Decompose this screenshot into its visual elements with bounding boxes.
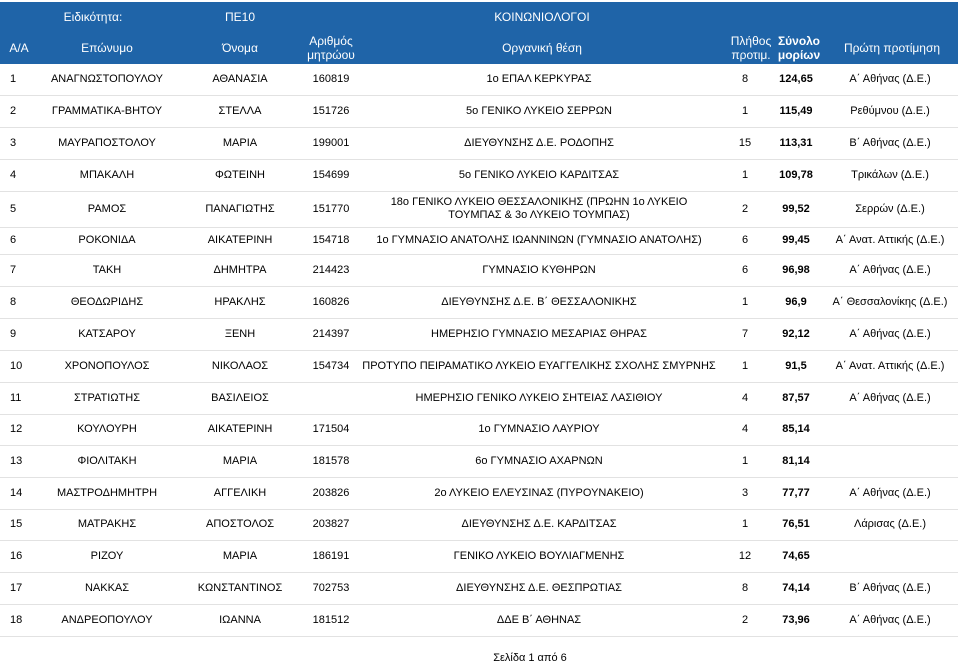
cell-index: 13 [0, 445, 38, 477]
col-header-points: Σύνολο μορίων [777, 34, 821, 62]
cell-points: 87,57 [770, 382, 822, 414]
cell-first-pref: Ρεθύμνου (Δ.Ε.) [822, 95, 958, 127]
cell-position: ΓΥΜΝΑΣΙΟ ΚΥΘΗΡΩΝ [358, 254, 720, 286]
cell-registry: 171504 [304, 414, 358, 445]
cell-registry [304, 382, 358, 414]
cell-first-pref: Α΄ Αθήνας (Δ.Ε.) [822, 477, 958, 509]
table-row [0, 227, 958, 254]
cell-surname: ΜΠΑΚΑΛΗ [38, 159, 176, 191]
cell-first-pref: Τρικάλων (Δ.Ε.) [822, 159, 958, 191]
cell-position: 18ο ΓΕΝΙΚΟ ΛΥΚΕΙΟ ΘΕΣΣΑΛΟΝΙΚΗΣ (ΠΡΩΗΝ 1ο ΛΥΚΕΙΟ ΤΟΥΜΠΑΣ & 3ο ΛΥΚΕΙΟ ΤΟΥΜΠΑΣ) [358, 191, 720, 227]
cell-name: ΗΡΑΚΛΗΣ [176, 286, 304, 318]
cell-name: ΜΑΡΙΑ [176, 127, 304, 159]
cell-registry: 151770 [304, 191, 358, 227]
cell-surname: ΓΡΑΜΜΑΤΙΚΑ-ΒΗΤΟΥ [38, 95, 176, 127]
cell-first-pref: Λάρισας (Δ.Ε.) [822, 509, 958, 540]
column-header-row [0, 32, 958, 64]
table-row [0, 286, 958, 318]
cell-surname: ΑΝΑΓΝΩΣΤΟΠΟΥΛΟΥ [38, 64, 176, 95]
cell-first-pref: Α΄ Αθήνας (Δ.Ε.) [822, 382, 958, 414]
cell-surname: ΧΡΟΝΟΠΟΥΛΟΣ [38, 350, 176, 382]
cell-registry: 199001 [304, 127, 358, 159]
cell-surname: ΣΤΡΑΤΙΩΤΗΣ [38, 382, 176, 414]
cell-name: ΝΙΚΟΛΑΟΣ [176, 350, 304, 382]
table-row [0, 540, 958, 572]
cell-surname: ΦΙΟΛΙΤΑΚΗ [38, 445, 176, 477]
cell-registry: 160826 [304, 286, 358, 318]
cell-index: 7 [0, 254, 38, 286]
cell-name: ΙΩΑΝΝΑ [176, 604, 304, 636]
cell-registry: 154718 [304, 227, 358, 254]
table-row [0, 350, 958, 382]
cell-count: 6 [720, 227, 770, 254]
cell-first-pref [822, 540, 958, 572]
cell-registry: 151726 [304, 95, 358, 127]
cell-first-pref: Α΄ Αθήνας (Δ.Ε.) [822, 604, 958, 636]
cell-points: 92,12 [770, 318, 822, 350]
table-row [0, 159, 958, 191]
cell-count: 15 [720, 127, 770, 159]
cell-count: 4 [720, 382, 770, 414]
cell-surname: ΤΑΚΗ [38, 254, 176, 286]
cell-points: 77,77 [770, 477, 822, 509]
cell-surname: ΡΟΚΟΝΙΔΑ [38, 227, 176, 254]
table-row [0, 191, 958, 227]
cell-index: 18 [0, 604, 38, 636]
cell-index: 15 [0, 509, 38, 540]
cell-points: 99,45 [770, 227, 822, 254]
cell-index: 5 [0, 191, 38, 227]
table-row [0, 509, 958, 540]
cell-index: 14 [0, 477, 38, 509]
cell-registry: 154699 [304, 159, 358, 191]
table-row [0, 604, 958, 636]
cell-position: 5ο ΓΕΝΙΚΟ ΛΥΚΕΙΟ ΚΑΡΔΙΤΣΑΣ [358, 159, 720, 191]
cell-first-pref: Β΄ Αθήνας (Δ.Ε.) [822, 572, 958, 604]
cell-surname: ΚΟΥΛΟΥΡΗ [38, 414, 176, 445]
cell-surname: ΜΑΤΡΑΚΗΣ [38, 509, 176, 540]
cell-count: 1 [720, 445, 770, 477]
cell-surname: ΑΝΔΡΕΟΠΟΥΛΟΥ [38, 604, 176, 636]
cell-count: 2 [720, 604, 770, 636]
cell-index: 11 [0, 382, 38, 414]
cell-surname: ΘΕΟΔΩΡΙΔΗΣ [38, 286, 176, 318]
cell-index: 6 [0, 227, 38, 254]
col-header-position: Οργανική θέση [502, 41, 582, 55]
cell-position: 1ο ΕΠΑΛ ΚΕΡΚΥΡΑΣ [358, 64, 720, 95]
cell-points: 91,5 [770, 350, 822, 382]
specialty-row [0, 2, 958, 32]
cell-count: 7 [720, 318, 770, 350]
table-row [0, 64, 958, 95]
cell-name: ΞΕΝΗ [176, 318, 304, 350]
cell-surname: ΝΑΚΚΑΣ [38, 572, 176, 604]
table-row [0, 382, 958, 414]
cell-name: ΒΑΣΙΛΕΙΟΣ [176, 382, 304, 414]
col-header-surname: Επώνυμο [81, 41, 133, 55]
cell-position: ΔΔΕ Β΄ ΑΘΗΝΑΣ [358, 604, 720, 636]
cell-points: 76,51 [770, 509, 822, 540]
cell-count: 1 [720, 286, 770, 318]
cell-first-pref: Α΄ Αθήνας (Δ.Ε.) [822, 318, 958, 350]
cell-points: 124,65 [770, 64, 822, 95]
cell-index: 9 [0, 318, 38, 350]
cell-position: ΓΕΝΙΚΟ ΛΥΚΕΙΟ ΒΟΥΛΙΑΓΜΕΝΗΣ [358, 540, 720, 572]
cell-index: 10 [0, 350, 38, 382]
cell-registry: 186191 [304, 540, 358, 572]
col-header-name: Όνομα [222, 41, 258, 55]
cell-registry: 160819 [304, 64, 358, 95]
cell-position: 2ο ΛΥΚΕΙΟ ΕΛΕΥΣΙΝΑΣ (ΠΥΡΟΥΝΑΚΕΙΟ) [358, 477, 720, 509]
cell-registry: 154734 [304, 350, 358, 382]
cell-points: 73,96 [770, 604, 822, 636]
cell-position: ΔΙΕΥΘΥΝΣΗΣ Δ.Ε. ΚΑΡΔΙΤΣΑΣ [358, 509, 720, 540]
cell-position: 5ο ΓΕΝΙΚΟ ΛΥΚΕΙΟ ΣΕΡΡΩΝ [358, 95, 720, 127]
cell-points: 115,49 [770, 95, 822, 127]
cell-name: ΜΑΡΙΑ [176, 445, 304, 477]
col-header-first-pref: Πρώτη προτίμηση [843, 41, 941, 55]
cell-count: 1 [720, 509, 770, 540]
cell-first-pref: Α΄ Αθήνας (Δ.Ε.) [822, 64, 958, 95]
cell-count: 12 [720, 540, 770, 572]
col-header-registry: Αριθμός μητρώου [307, 34, 355, 62]
table-row [0, 414, 958, 445]
cell-registry: 181512 [304, 604, 358, 636]
cell-surname: ΡΙΖΟΥ [38, 540, 176, 572]
cell-count: 1 [720, 159, 770, 191]
cell-position: ΔΙΕΥΘΥΝΣΗΣ Δ.Ε. Β΄ ΘΕΣΣΑΛΟΝΙΚΗΣ [358, 286, 720, 318]
cell-count: 8 [720, 64, 770, 95]
cell-position: ΔΙΕΥΘΥΝΣΗΣ Δ.Ε. ΡΟΔΟΠΗΣ [358, 127, 720, 159]
cell-name: ΑΓΓΕΛΙΚΗ [176, 477, 304, 509]
table-row [0, 254, 958, 286]
cell-name: ΑΘΑΝΑΣΙΑ [176, 64, 304, 95]
cell-count: 8 [720, 572, 770, 604]
specialty-code: ΠΕ10 [224, 10, 256, 24]
col-header-count: Πλήθος προτιμ. [730, 34, 772, 62]
cell-index: 1 [0, 64, 38, 95]
cell-count: 1 [720, 350, 770, 382]
cell-name: ΔΗΜΗΤΡΑ [176, 254, 304, 286]
cell-registry: 203826 [304, 477, 358, 509]
cell-position: ΠΡΟΤΥΠΟ ΠΕΙΡΑΜΑΤΙΚΟ ΛΥΚΕΙΟ ΕΥΑΓΓΕΛΙΚΗΣ ΣΧΟΛΗΣ ΣΜΥΡΝΗΣ [358, 350, 720, 382]
table-row [0, 127, 958, 159]
table-row [0, 477, 958, 509]
cell-index: 8 [0, 286, 38, 318]
cell-index: 3 [0, 127, 38, 159]
cell-position: ΔΙΕΥΘΥΝΣΗΣ Δ.Ε. ΘΕΣΠΡΩΤΙΑΣ [358, 572, 720, 604]
cell-position: 6ο ΓΥΜΝΑΣΙΟ ΑΧΑΡΝΩΝ [358, 445, 720, 477]
cell-first-pref: Α΄ Ανατ. Αττικής (Δ.Ε.) [822, 350, 958, 382]
cell-index: 16 [0, 540, 38, 572]
cell-points: 99,52 [770, 191, 822, 227]
cell-registry: 203827 [304, 509, 358, 540]
cell-name: ΠΑΝΑΓΙΩΤΗΣ [176, 191, 304, 227]
cell-name: ΚΩΝΣΤΑΝΤΙΝΟΣ [176, 572, 304, 604]
cell-index: 2 [0, 95, 38, 127]
cell-position: 1ο ΓΥΜΝΑΣΙΟ ΑΝΑΤΟΛΗΣ ΙΩΑΝΝΙΝΩΝ (ΓΥΜΝΑΣΙΟ ΑΝΑΤΟΛΗΣ) [358, 227, 720, 254]
cell-points: 85,14 [770, 414, 822, 445]
cell-count: 6 [720, 254, 770, 286]
cell-registry: 214397 [304, 318, 358, 350]
table-row [0, 572, 958, 604]
table-body [0, 64, 958, 636]
cell-count: 3 [720, 477, 770, 509]
cell-position: ΗΜΕΡΗΣΙΟ ΓΥΜΝΑΣΙΟ ΜΕΣΑΡΙΑΣ ΘΗΡΑΣ [358, 318, 720, 350]
page-footer: Σελίδα 1 από 6 [493, 652, 567, 664]
cell-first-pref: Α΄ Θεσσαλονίκης (Δ.Ε.) [822, 286, 958, 318]
appointments-table [0, 64, 958, 637]
cell-points: 81,14 [770, 445, 822, 477]
cell-surname: ΚΑΤΣΑΡΟΥ [38, 318, 176, 350]
table-row [0, 445, 958, 477]
cell-index: 4 [0, 159, 38, 191]
cell-first-pref: Α΄ Αθήνας (Δ.Ε.) [822, 254, 958, 286]
cell-name: ΦΩΤΕΙΝΗ [176, 159, 304, 191]
table-row [0, 318, 958, 350]
cell-surname: ΡΑΜΟΣ [38, 191, 176, 227]
cell-index: 12 [0, 414, 38, 445]
cell-position: ΗΜΕΡΗΣΙΟ ΓΕΝΙΚΟ ΛΥΚΕΙΟ ΣΗΤΕΙΑΣ ΛΑΣΙΘΙΟΥ [358, 382, 720, 414]
cell-first-pref [822, 414, 958, 445]
cell-index: 17 [0, 572, 38, 604]
cell-points: 96,9 [770, 286, 822, 318]
cell-points: 109,78 [770, 159, 822, 191]
cell-surname: ΜΑΥΡΑΠΟΣΤΟΛΟΥ [38, 127, 176, 159]
cell-count: 2 [720, 191, 770, 227]
cell-first-pref: Σερρών (Δ.Ε.) [822, 191, 958, 227]
cell-name: ΜΑΡΙΑ [176, 540, 304, 572]
cell-registry: 702753 [304, 572, 358, 604]
cell-first-pref: Α΄ Ανατ. Αττικής (Δ.Ε.) [822, 227, 958, 254]
cell-points: 113,31 [770, 127, 822, 159]
cell-registry: 181578 [304, 445, 358, 477]
cell-position: 1ο ΓΥΜΝΑΣΙΟ ΛΑΥΡΙΟΥ [358, 414, 720, 445]
cell-name: ΑΙΚΑΤΕΡΙΝΗ [176, 227, 304, 254]
cell-count: 1 [720, 95, 770, 127]
table-row [0, 95, 958, 127]
cell-first-pref [822, 445, 958, 477]
cell-points: 74,65 [770, 540, 822, 572]
cell-name: ΑΠΟΣΤΟΛΟΣ [176, 509, 304, 540]
cell-registry: 214423 [304, 254, 358, 286]
cell-points: 96,98 [770, 254, 822, 286]
col-header-index: Α/Α [9, 41, 29, 55]
specialty-label: Ειδικότητα: [63, 10, 123, 24]
cell-count: 4 [720, 414, 770, 445]
cell-name: ΑΙΚΑΤΕΡΙΝΗ [176, 414, 304, 445]
cell-name: ΣΤΕΛΛΑ [176, 95, 304, 127]
cell-surname: ΜΑΣΤΡΟΔΗΜΗΤΡΗ [38, 477, 176, 509]
cell-points: 74,14 [770, 572, 822, 604]
cell-first-pref: Β΄ Αθήνας (Δ.Ε.) [822, 127, 958, 159]
specialty-name: ΚΟΙΝΩΝΙΟΛΟΓΟΙ [494, 10, 590, 24]
